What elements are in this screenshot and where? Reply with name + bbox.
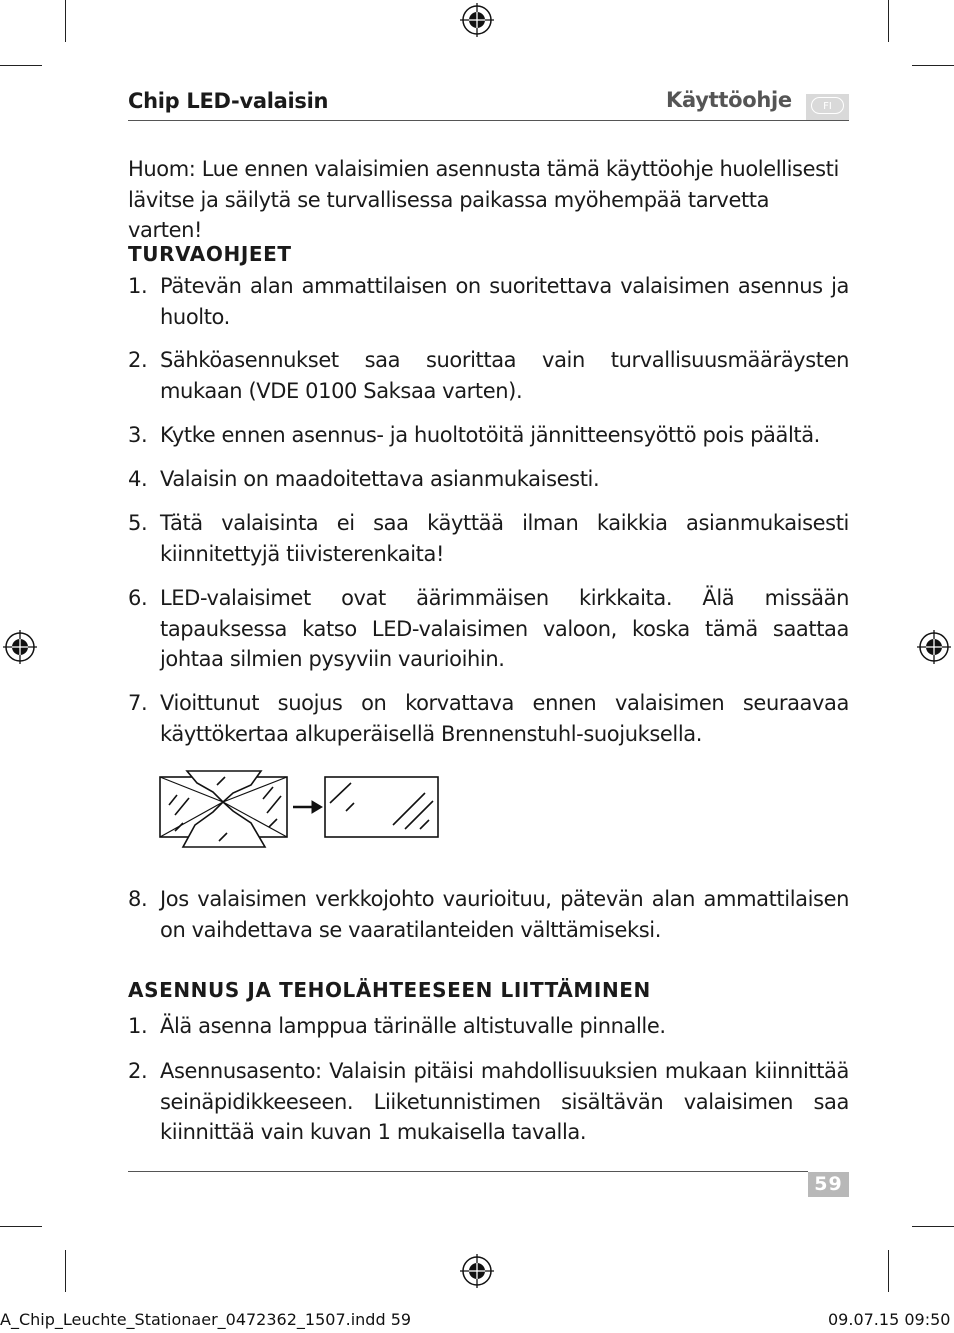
item-number: 2. <box>128 348 148 372</box>
item-text: Kytke ennen asennus- ja huoltotöitä jännitteensyöttö pois päältä. <box>160 423 820 447</box>
list-item <box>128 345 849 406</box>
item-number: 1. <box>128 274 148 298</box>
item-number: 3. <box>128 423 148 447</box>
item-number: 6. <box>128 586 148 610</box>
registration-mark-icon <box>460 1254 494 1288</box>
safety-heading: TURVAOHJEET <box>128 242 292 266</box>
arrow-right-icon <box>293 801 322 813</box>
intact-cover-icon <box>325 777 438 837</box>
list-item <box>128 420 849 451</box>
print-file-slug: A_Chip_Leuchte_Stationaer_0472362_1507.indd 59 <box>0 1310 412 1329</box>
crop-mark <box>65 0 66 42</box>
document-title: Chip LED-valaisin <box>128 89 329 113</box>
item-text: Asennusasento: Valaisin pitäisi mahdollisuuksien mukaan kiinnittää seinäpidikkeeseen. Liiketunnistimen sisältävän valaisimen saa kiinnittää vain kuvan 1 mukaisella tavalla. <box>160 1059 849 1144</box>
item-text: LED-valaisimet ovat äärimmäisen kirkkaita. Älä missään tapauksessa katso LED-valaisimen valoon, koska tämä saattaa johtaa silmien pysyviin vaurioihin. <box>160 586 849 671</box>
list-item <box>128 884 849 945</box>
page-number: 59 <box>808 1172 849 1197</box>
list-item <box>128 1056 849 1148</box>
item-number: 4. <box>128 467 148 491</box>
item-number: 2. <box>128 1059 148 1083</box>
footer-rule <box>128 1171 808 1172</box>
intro-note: Huom: Lue ennen valaisimien asennusta tämä käyttöohje huolellisesti lävitse ja säilytä se turvallisessa paikassa myöhempää tarvetta varten! <box>128 157 839 242</box>
registration-mark-icon <box>917 630 951 664</box>
crop-mark <box>0 1226 42 1227</box>
header-rule <box>128 120 849 121</box>
registration-mark-icon <box>460 3 494 37</box>
list-item <box>128 583 849 675</box>
language-code: FI <box>811 97 844 114</box>
item-number: 5. <box>128 511 148 535</box>
crop-mark <box>912 65 954 66</box>
item-text: Pätevän alan ammattilaisen on suoritettava valaisimen asennus ja huolto. <box>160 274 849 329</box>
item-number: 7. <box>128 691 148 715</box>
manual-label: Käyttöohje <box>666 88 792 112</box>
cover-replacement-illustration <box>155 765 445 855</box>
item-text: Vioittunut suojus on korvattava ennen valaisimen seuraavaa käyttökertaa alkuperäisellä Brennenstuhl-suojuksella. <box>160 691 849 746</box>
item-number: 8. <box>128 887 148 911</box>
list-item <box>128 271 849 332</box>
item-text: Jos valaisimen verkkojohto vaurioituu, pätevän alan ammattilaisen on vaihdettava se vaaratilanteiden välttämiseksi. <box>160 887 849 942</box>
damaged-cover-icon <box>160 771 287 847</box>
list-item <box>128 1011 849 1042</box>
item-text: Älä asenna lamppua tärinälle altistuvalle pinnalle. <box>160 1014 666 1038</box>
list-item <box>128 508 849 569</box>
crop-mark <box>0 65 42 66</box>
print-timestamp: 09.07.15 09:50 <box>828 1310 951 1329</box>
crop-mark <box>65 1250 66 1292</box>
list-item <box>128 464 849 495</box>
list-item <box>128 688 849 749</box>
registration-mark-icon <box>3 630 37 664</box>
item-text: Sähköasennukset saa suorittaa vain turvallisuusmääräysten mukaan (VDE 0100 Saksaa varten). <box>160 348 849 403</box>
crop-mark <box>912 1226 954 1227</box>
install-heading: ASENNUS JA TEHOLÄHTEESEEN LIITTÄMINEN <box>128 978 651 1002</box>
item-text: Valaisin on maadoitettava asianmukaisesti. <box>160 467 600 491</box>
crop-mark <box>888 0 889 42</box>
crop-mark <box>888 1250 889 1292</box>
item-number: 1. <box>128 1014 148 1038</box>
item-text: Tätä valaisinta ei saa käyttää ilman kaikkia asianmukaisesti kiinnitettyjä tiivisterenkaita! <box>160 511 849 566</box>
